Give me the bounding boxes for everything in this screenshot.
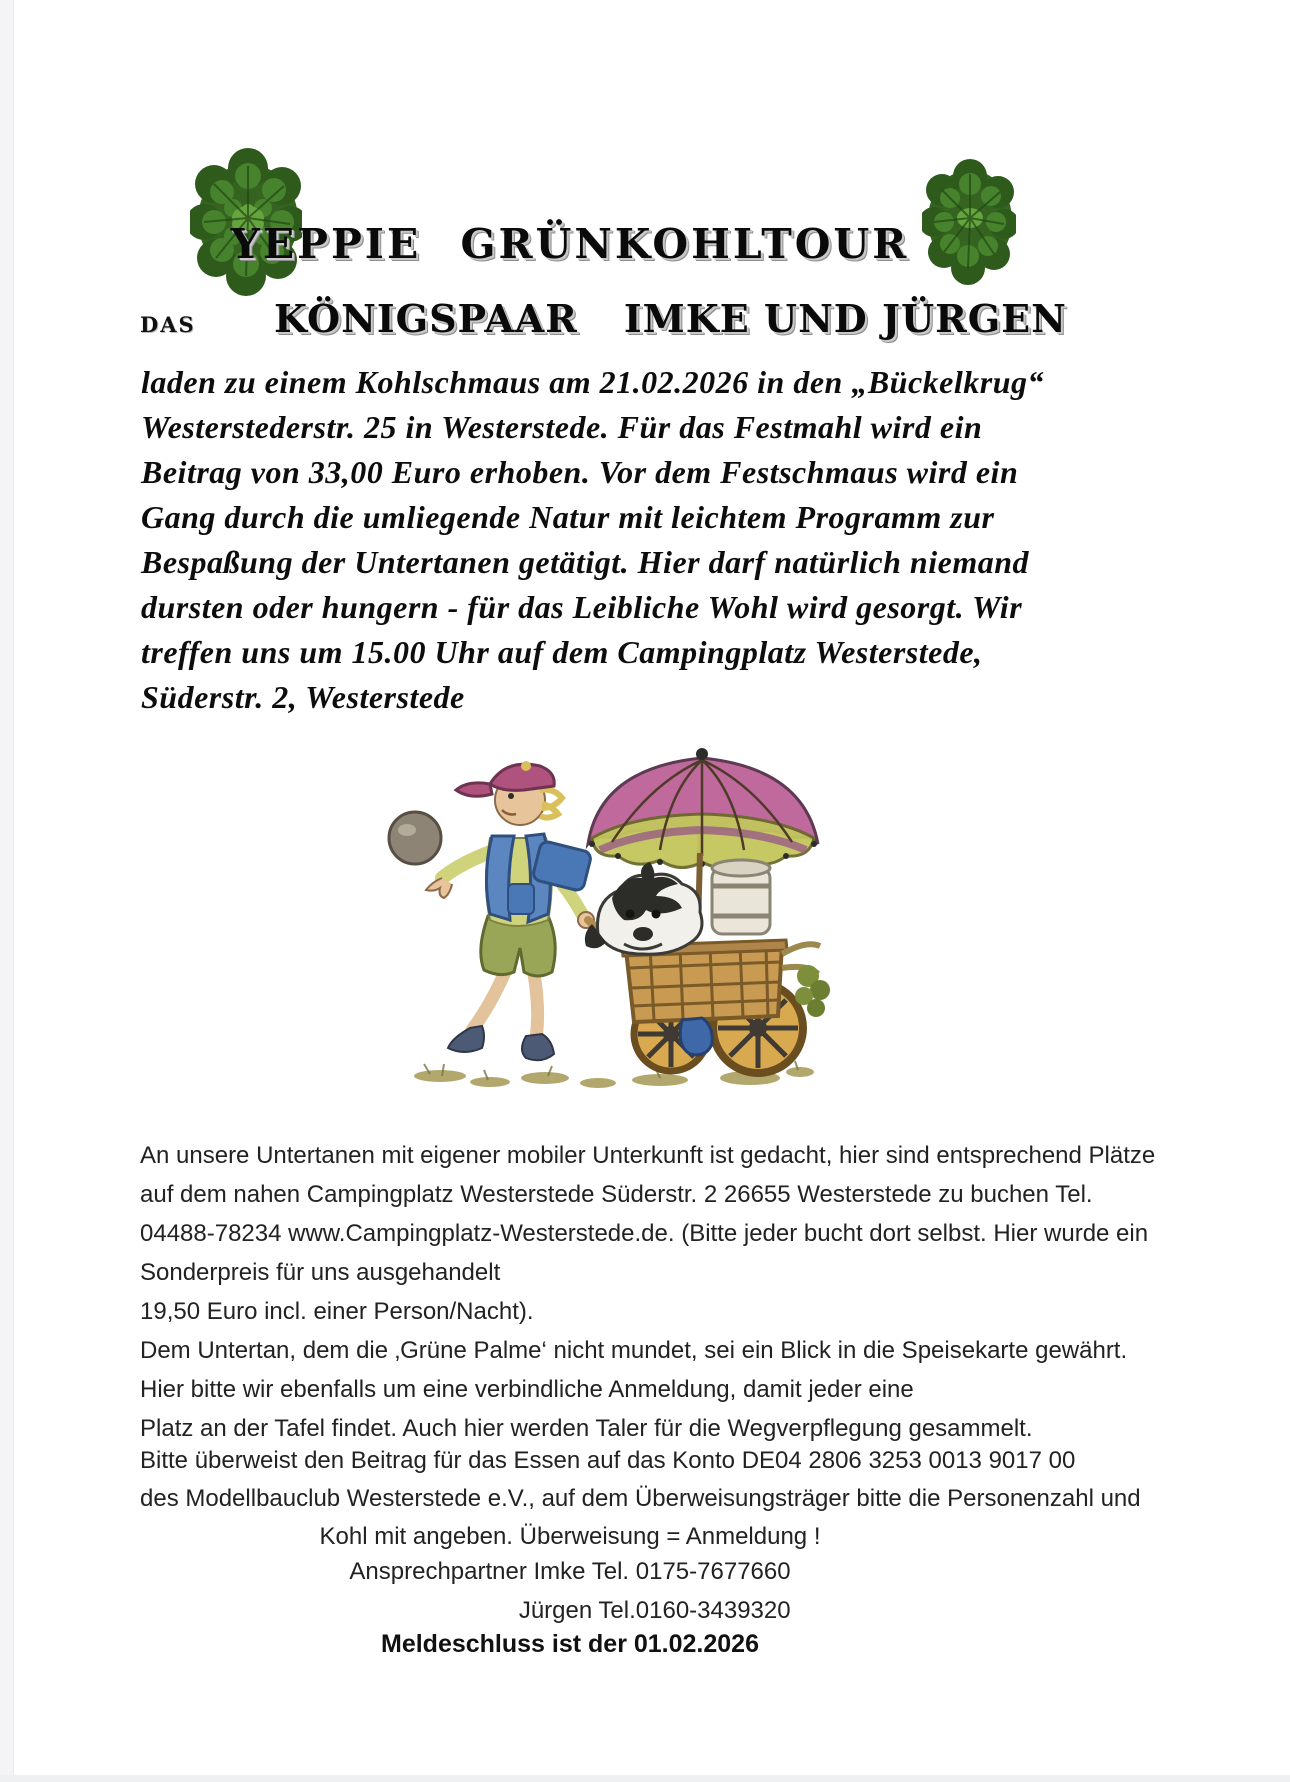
kale-rosette-icon: [190, 138, 302, 300]
text-line: Sonderpreis für uns ausgehandelt: [140, 1259, 501, 1286]
text-line: 04488-78234 www.Campingplatz-Westerstede.de. (Bitte jeder bucht dort selbst. Hier wurde ein: [140, 1220, 1149, 1247]
das-label: DAS: [140, 312, 196, 337]
dog-icon: [585, 862, 702, 954]
keg-icon: [712, 860, 770, 934]
text-line: Westerstederstr. 25 in Westerstede. Für das Festmahl wird ein: [141, 409, 983, 445]
text-line: Gang durch die umliegende Natur mit leichtem Programm zur: [141, 499, 995, 535]
page-edge-bottom: [0, 1775, 1290, 1782]
payment-text: [140, 1442, 1141, 1556]
camping-info-text: [140, 1136, 1170, 1448]
contact-juergen: Jürgen Tel.0160-3439320: [518, 1597, 791, 1624]
text-line: Süderstr. 2, Westerstede: [141, 679, 465, 715]
text-line: des Modellbauclub Westerstede e.V., auf dem Überweisungsträger bitte die Personenzahl und: [140, 1485, 1141, 1512]
subtitle-row: [140, 296, 1067, 341]
subtitle-names: IMKE UND JÜRGEN: [623, 296, 1067, 341]
text-line: An unsere Untertanen mit eigener mobiler Unterkunft ist gedacht, hier sind entsprechend Plätze: [140, 1142, 1156, 1169]
text-line: laden zu einem Kohlschmaus am 21.02.2026 in den „Bückelkrug“: [141, 364, 1045, 400]
page-edge-left: [0, 0, 14, 1782]
contact-imke: Ansprechpartner Imke Tel. 0175-7677660: [349, 1558, 791, 1585]
text-line: Bitte überweist den Beitrag für das Essen auf das Konto DE04 2806 3253 0013 9017 00: [140, 1447, 1076, 1474]
walker-figure: [426, 761, 594, 1060]
deadline-text: Meldeschluss ist der 01.02.2026: [381, 1630, 759, 1658]
text-line: auf dem nahen Campingplatz Westerstede Süderstr. 2 26655 Westerstede zu buchen Tel.: [140, 1181, 1093, 1208]
text-line: Platz an der Tafel findet. Auch hier werden Taler für die Wegverpflegung gesammelt.: [140, 1415, 1033, 1442]
subtitle: [274, 296, 1067, 341]
text-line: Beitrag von 33,00 Euro erhoben. Vor dem Festschmaus wird ein: [141, 454, 1019, 490]
page-title: YEPPIE GRÜNKOHLTOUR: [230, 220, 910, 268]
subtitle-koenigspaar: KÖNIGSPAAR: [274, 296, 578, 341]
text-line: Kohl mit angeben. Überweisung = Anmeldung !: [319, 1523, 821, 1550]
text-line: Bespaßung der Untertanen getätigt. Hier darf natürlich niemand: [141, 544, 1029, 580]
text-line: Hier bitte wir ebenfalls um eine verbindliche Anmeldung, damit jeder eine: [140, 1376, 914, 1403]
ball-icon: [389, 812, 441, 864]
text-line: dursten oder hungern - für das Leibliche Wohl wird gesorgt. Wir: [141, 589, 1023, 625]
invitation-text: [141, 360, 1045, 720]
cart-walker-illustration: [330, 738, 830, 1090]
contact-block: [140, 1552, 1000, 1630]
text-line: 19,50 Euro incl. einer Person/Nacht).: [140, 1298, 534, 1325]
text-line: treffen uns um 15.00 Uhr auf dem Campingplatz Westerstede,: [141, 634, 983, 670]
bag-icon: [680, 1018, 712, 1055]
text-line: Dem Untertan, dem die ‚Grüne Palme‘ nicht mundet, sei ein Blick in die Speisekarte gewährt.: [140, 1337, 1128, 1364]
